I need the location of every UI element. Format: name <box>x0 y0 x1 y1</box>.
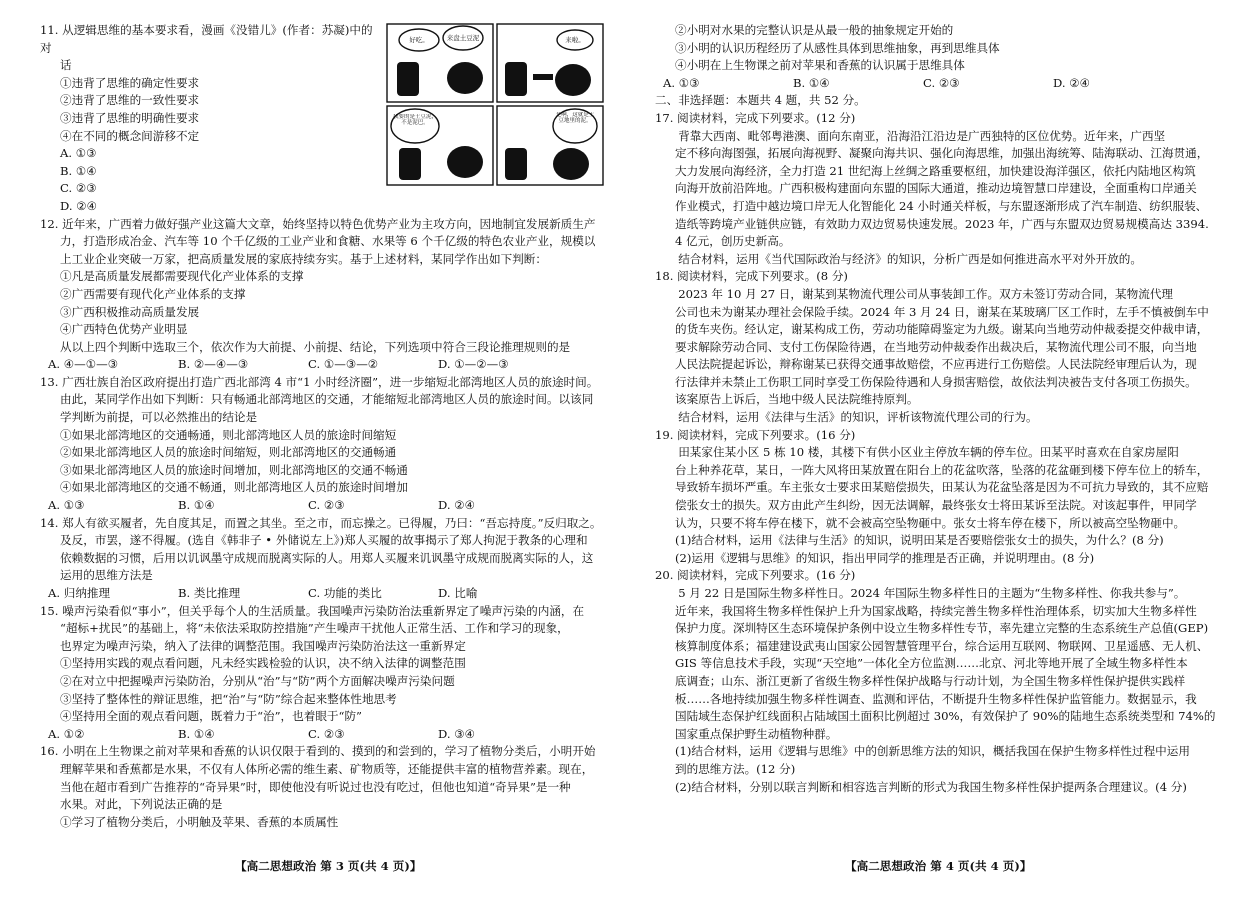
q16-item-4: ④小明在上生物课之前对苹果和香蕉的认识属于思维具体 <box>675 58 965 73</box>
cartoon-diner-4 <box>505 148 527 180</box>
question-11-stem: 11. 从逻辑思维的基本要求看，漫画《没错儿》(作者：苏凝)中的对 <box>40 23 373 55</box>
q13-item-3: ③如果北部湾地区人员的旅途时间增加，则北部湾地区的交通不畅通 <box>60 462 408 477</box>
q15-line-1: 15. 噪声污染看似“事小”，但关乎每个人的生活质量。我国噪声污染防治法重新界定了噪声污染的内涵，在 <box>40 603 585 618</box>
q14-line-2: 及反，市罢，遂不得履。(选自《韩非子 • 外储说左上》)郑人买履的故事揭示了郑人拘泥于教条的心理和 <box>60 533 588 548</box>
cartoon-diner-3 <box>399 148 421 180</box>
question-11-stem-cont: 话 <box>60 58 72 73</box>
q13-item-1: ①如果北部湾地区的交通畅通，则北部湾地区人员的旅途时间缩短 <box>60 427 397 442</box>
q19-line-1: 田某家住某小区 5 栋 10 楼，其楼下有供小区业主停放车辆的停车位。田某平时喜欢在自家房屋阳 <box>678 445 1179 460</box>
q15-item-3: ③坚持了整体性的辩证思维，把“治”与“防”综合起来整体性地思考 <box>60 691 397 706</box>
q18-line-4: 要求解除劳动合同、支付工伤保险待遇，在当地劳动仲裁委作出裁决后，某物流代理公司不服，向当地 <box>675 339 1197 354</box>
q18-title: 18. 阅读材料，完成下列要求。(8 分) <box>655 269 848 284</box>
q17-line-7: 4 亿元，创历史新高。 <box>675 234 791 249</box>
q15-line-2: “超标+扰民”的基础上，将“未依法采取防控措施”产生噪声干扰他人正常生活、工作和学习的现象， <box>60 621 569 636</box>
q12-item-3: ③广西积极推动高质量发展 <box>60 304 200 319</box>
question-15 <box>40 603 605 744</box>
q12-ask: 从以上四个判断中选取三个，依次作为大前提、小前提、结论，下列选项中符合三段论推理规则的是 <box>60 339 571 354</box>
q14-option-c: C. 功能的类比 <box>308 586 382 600</box>
q20-line-5: GIS 等信息技术手段，实现“天空地”一体化全方位监测……北京、河北等地开展了全域生物多样性本 <box>675 656 1188 671</box>
q17-line-5: 作业模式，打造中越边境口岸无人化智能化 24 小时通关样板，与东盟逐渐形成了汽车制造、纺织服装、 <box>675 198 1208 213</box>
question-18 <box>655 268 1225 426</box>
cartoon-text-4: 我要的是土豆泥，不是泥巴。 <box>393 114 437 126</box>
q16-item-3: ③小明的认识历程经历了从感性具体到思维抽象，再到思维具体 <box>675 40 1000 55</box>
q12-line-3: 上工业企业突破一万家，把高质量发展的家底持续夯实。基于上述材料，某同学作出如下判断： <box>60 251 547 266</box>
q20-ask-1-cont: 到的思维方法。(12 分) <box>675 761 796 776</box>
q20-line-9: 国家重点保护野生动植物种群。 <box>675 726 838 741</box>
q20-line-8: 国陆域生态保护红线面积占陆域国土面积比例超过 30%，有效保护了 90%的陆地生态系统类型和 74%的 <box>675 709 1216 724</box>
page-3-footer: 【高二思想政治 第 3 页(共 4 页)】 <box>235 859 422 873</box>
q18-line-7: 该案原告上诉后，当地中级人民法院维持原判。 <box>675 392 919 407</box>
q16-line-3: 当他在超市看到广告推荐的“奇异果”时，即使他没有听说过也没有吃过，但他也知道“奇异果”是一种 <box>60 779 571 794</box>
q17-line-4: 向海开放前沿阵地。广西积极构建面向东盟的国际大通道，推动边境智慧口岸建设，全面重构口岸通关 <box>675 181 1197 196</box>
question-16 <box>40 743 605 831</box>
cartoon-chef-1 <box>447 62 483 94</box>
q15-option-c: C. ②③ <box>308 726 345 741</box>
q17-ask: 结合材料，运用《当代国际政治与经济》的知识，分析广西是如何推进高水平对外开放的。 <box>678 251 1142 266</box>
q19-line-4: 偿张女士的损失。双方由此产生纠纷，因无法调解，最终张女士将田某诉至法院。对该起事件，甲同学 <box>675 498 1197 513</box>
q13-option-a: A. ①③ <box>48 498 85 513</box>
question-20 <box>655 567 1225 796</box>
q18-line-1: 2023 年 10 月 27 日，谢某到某物流代理公司从事装卸工作。双方未签订劳动合同，某物流代理 <box>678 286 1174 301</box>
q20-line-7: 板……各地持续加强生物多样性调查、监测和评估，不断提升生物多样性保护监管能力。数据显示，我 <box>675 691 1197 706</box>
q15-options <box>40 726 605 744</box>
q20-title: 20. 阅读材料，完成下列要求。(16 分) <box>655 568 856 583</box>
q13-item-4: ④如果北部湾地区的交通不畅通，则北部湾地区人员的旅途时间增加 <box>60 480 408 495</box>
q12-option-c: C. ①—③—② <box>308 357 379 372</box>
q13-item-2: ②如果北部湾地区人员的旅途时间缩短，则北部湾地区的交通畅通 <box>60 445 397 460</box>
q19-line-2: 台上种养花草，某日，一阵大风将田某放置在阳台上的花盆吹落，坠落的花盆砸到楼下停车位上的轿车， <box>675 462 1209 477</box>
q14-options <box>40 585 605 603</box>
q11-item-4: ④在不同的概念间游移不定 <box>60 128 200 143</box>
cartoon-chef-3 <box>447 146 483 178</box>
q12-option-d: D. ①—②—③ <box>438 357 509 372</box>
q18-line-2: 公司也未为谢某办理社会保险手续。2024 年 3 月 24 日，谢某在某玻璃厂区工作时，左手不慎被倒车中 <box>675 304 1209 319</box>
q16-options <box>655 75 1225 93</box>
q12-line-1: 12. 近年来，广西着力做好强产业这篇大文章，始终坚持以特色优势产业为主攻方向，因地制宜发展新质生产 <box>40 216 596 231</box>
cartoon-text-1: 好吃。 <box>409 36 429 44</box>
q16-option-a: A. ①③ <box>663 75 700 90</box>
cartoon-text-3: 来啦。 <box>565 36 585 44</box>
q18-line-5: 人民法院提起诉讼，辩称谢某已获得交通事故赔偿，不应再进行工伤赔偿。人民法院经审理后认为，现 <box>675 357 1197 372</box>
q15-item-2: ②在对立中把握噪声污染防治，分别从“治”与“防”两个方面解决噪声污染问题 <box>60 673 455 688</box>
q13-option-d: D. ②④ <box>438 498 476 513</box>
q19-line-3: 导致轿车损坏严重。车主张女士要求田某赔偿损失，田某认为花盆坠落是因为不可抗力导致的，其不应赔 <box>675 480 1209 495</box>
q12-option-b: B. ②—④—③ <box>178 357 249 372</box>
q20-line-2: 近年来，我国将生物多样性保护上升为国家战略，持续完善生物多样性治理体系，切实加大生物多样性 <box>675 603 1197 618</box>
q16-option-b: B. ①④ <box>793 75 830 90</box>
q14-line-1: 14. 郑人有欲买履者，先自度其足，而置之其坐。至之市，而忘操之。已得履，乃曰：“吾忘持度。”反归取之。 <box>40 515 602 530</box>
q15-line-3: 也界定为噪声污染，纳入了法律的调整范围。我国噪声污染防治法这一重新界定 <box>60 638 466 653</box>
cartoon-image <box>385 22 605 187</box>
q11-item-2: ②违背了思维的一致性要求 <box>60 93 200 108</box>
q17-line-3: 大力发展向海经济，全力打造 21 世纪海上丝绸之路重要枢纽，加快建设海洋强区，依托内陆地区构筑 <box>675 163 1196 178</box>
q20-line-3: 保护力度。深圳特区生态环境保护条例中设立生物多样性专节，率先建立完整的生态系统生产总值(GEP) <box>675 621 1209 636</box>
right-page <box>655 22 1225 796</box>
q16-option-d: D. ②④ <box>1053 75 1091 90</box>
q16-option-c: C. ②③ <box>923 75 960 90</box>
q14-option-a: A. 归纳推理 <box>48 586 111 600</box>
q16-line-1: 16. 小明在上生物课之前对苹果和香蕉的认识仅限于看到的、摸到的和尝到的，学习了植物分类后，小明开始 <box>40 744 596 759</box>
q11-item-1: ①违背了思维的确定性要求 <box>60 75 200 90</box>
q11-option-a: A. ①③ <box>60 146 97 161</box>
q12-item-1: ①凡是高质量发展都需要现代化产业体系的支撑 <box>60 269 304 284</box>
q12-item-4: ④广西特色优势产业明显 <box>60 322 188 337</box>
q17-line-2: 定不移向海图强，拓展向海视野、凝聚向海共识、强化向海思维，加强出海统筹、陆海联动、江海贯通， <box>675 146 1209 161</box>
cartoon-chef-2 <box>555 64 591 96</box>
q13-option-c: C. ②③ <box>308 498 345 513</box>
q18-line-6: 行法律并未禁止工伤职工同时享受工伤保险待遇和人身损害赔偿，故依法判决被告支付各项工伤损失。 <box>675 374 1197 389</box>
cartoon-diner-1 <box>397 62 419 96</box>
q19-ask-1: (1)结合材料，运用《法律与生活》的知识，说明田某是否要赔偿张女士的损失，为什么？(8 分) <box>675 533 1164 548</box>
cartoon-text-5: 是啊，这就是土豆地里的泥。 <box>555 112 595 124</box>
q11-option-d: D. ②④ <box>60 198 98 213</box>
q14-option-d: D. 比喻 <box>438 586 478 600</box>
q19-title: 19. 阅读材料，完成下列要求。(16 分) <box>655 427 856 442</box>
cartoon-text-4-wrap <box>393 114 437 142</box>
q11-option-b: B. ①④ <box>60 163 97 178</box>
q15-item-4: ④坚持用全面的观点看问题，既着力于“治”，也着眼于“防” <box>60 709 362 724</box>
q20-line-6: 底调查；山东、浙江更新了省级生物多样性保护战略与行动计划，为全国生物多样性保护提供实践样 <box>675 673 1186 688</box>
q14-option-b: B. 类比推理 <box>178 586 241 600</box>
q11-item-3: ③违背了思维的明确性要求 <box>60 110 200 125</box>
question-19 <box>655 427 1225 568</box>
q17-line-1: 背靠大西南、毗邻粤港澳、面向东南亚，沿海沿江沿边是广西独特的区位优势。近年来，广西坚 <box>678 128 1166 143</box>
cartoon-chef-4 <box>553 148 589 180</box>
q13-options <box>40 497 605 515</box>
q11-option-c: C. ②③ <box>60 181 97 196</box>
page-4-footer: 【高二思想政治 第 4 页(共 4 页)】 <box>845 859 1032 873</box>
q12-item-2: ②广西需要有现代化产业体系的支撑 <box>60 286 246 301</box>
q15-option-b: B. ①④ <box>178 726 215 741</box>
question-14 <box>40 515 605 603</box>
q16-item-1: ①学习了植物分类后，小明触及苹果、香蕉的本质属性 <box>60 814 339 829</box>
q20-line-1: 5 月 22 日是国际生物多样性日。2024 年国际生物多样性日的主题为“生物多样性、你我共参与”。 <box>678 586 1186 600</box>
q19-ask-2: (2)运用《逻辑与思维》的知识，指出甲同学的推理是否正确，并说明理由。(8 分) <box>675 550 1095 565</box>
q16-item-2: ②小明对水果的完整认识是从最一般的抽象规定开始的 <box>675 23 954 37</box>
q13-line-2: 由此，某同学作出如下判断：只有畅通北部湾地区的交通，才能缩短北部湾地区人员的旅途时间。以该同 <box>60 392 594 407</box>
q19-line-5: 认为，只要不将车停在楼下，就不会被高空坠物砸中。张女士将车停在楼下，所以被高空坠物砸中。 <box>675 515 1186 530</box>
q13-option-b: B. ①④ <box>178 498 215 513</box>
q20-ask-1: (1)结合材料，运用《逻辑与思维》中的创新思维方法的知识，概括我国在保护生物多样性过程中运用 <box>675 744 1190 759</box>
cartoon-text-2: 来盘土豆泥 <box>446 34 480 42</box>
question-12 <box>40 216 605 374</box>
q14-line-3: 依赖数据的习惯，后用以讥讽墨守成规而脱离实际的人。用郑人买履来讥讽墨守成规而脱离实际的人，这 <box>60 550 594 565</box>
cartoon-dish <box>533 74 553 80</box>
q12-options <box>40 356 605 374</box>
q17-title: 17. 阅读材料，完成下列要求。(12 分) <box>655 110 856 125</box>
q13-line-3: 学判断为前提，可以必然推出的结论是 <box>60 410 258 425</box>
q20-ask-2: (2)结合材料，分别以联言判断和相容选言判断的形式为我国生物多样性保护提两条合理建议。(4 分) <box>675 779 1187 794</box>
q16-line-4: 水果。对此，下列说法正确的是 <box>60 797 223 812</box>
question-11 <box>40 22 380 216</box>
q13-line-1: 13. 广西壮族自治区政府提出打造广西北部湾 4 市“1 小时经济圈”，进一步缩短北部湾地区人员的旅途时间。 <box>40 374 599 389</box>
q18-ask: 结合材料，运用《法律与生活》的知识，评析该物流代理公司的行为。 <box>678 410 1038 425</box>
q15-option-a: A. ①② <box>48 726 85 741</box>
q12-option-a: A. ④—①—③ <box>48 357 119 372</box>
q15-option-d: D. ③④ <box>438 726 476 741</box>
q12-line-2: 力，打造形成冶金、汽车等 10 个千亿级的工业产业和食糖、水果等 6 个千亿级的特色农业产业，规模以 <box>60 234 596 249</box>
question-17 <box>655 110 1225 268</box>
q18-line-3: 的货车夹伤。经认定，谢某构成工伤，劳动功能障碍鉴定为九级。谢某向当地劳动仲裁委提交仲裁申请， <box>675 322 1209 337</box>
q17-line-6: 造纸等跨境产业链供应链，有效助力双边贸易快速发展。2023 年，广西与东盟双边贸易规模高达 3394. <box>675 216 1209 231</box>
q15-item-1: ①坚持用实践的观点看问题，凡未经实践检验的认识，决不纳入法律的调整范围 <box>60 656 466 671</box>
q20-line-4: 核算制度体系；福建建设武夷山国家公园智慧管理平台，综合运用互联网、物联网、卫星遥感、无人机、 <box>675 638 1209 653</box>
section-2-heading: 二、非选择题：本题共 4 题，共 52 分。 <box>655 93 866 108</box>
question-13 <box>40 374 605 515</box>
q14-line-4: 运用的思维方法是 <box>60 568 153 583</box>
question-16-continued <box>655 22 1225 92</box>
cartoon-text-5-wrap <box>555 112 595 142</box>
q16-line-2: 理解苹果和香蕉都是水果，不仅有人体所必需的维生素、矿物质等，还能提供丰富的植物营养素。现在， <box>60 761 594 776</box>
cartoon-diner-2 <box>505 62 527 96</box>
